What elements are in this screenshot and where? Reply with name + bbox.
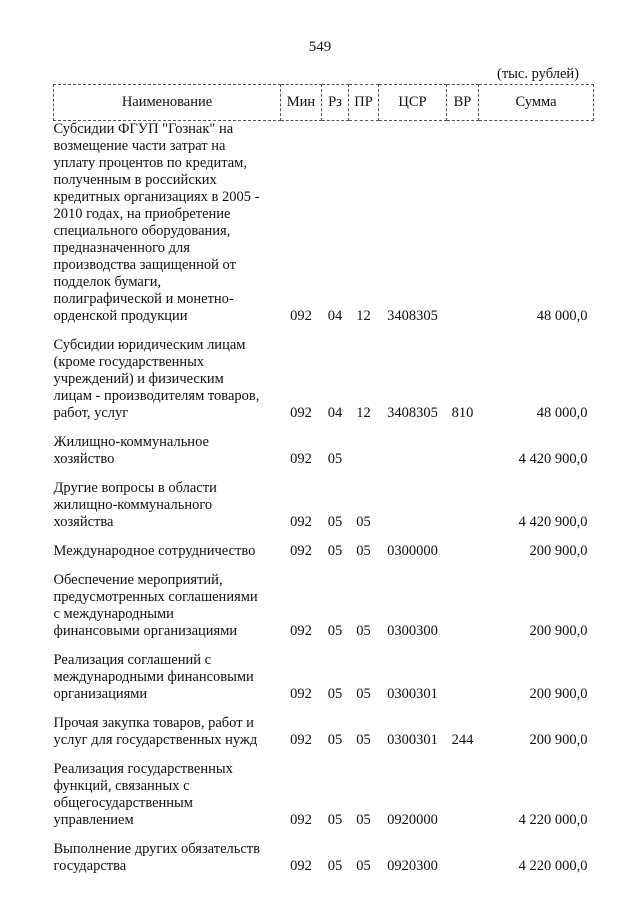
table-body <box>54 121 594 879</box>
row-name-line: кредитных организациях в 2005 - <box>53 189 260 205</box>
row-vr <box>447 761 479 832</box>
row-pr: 05 <box>356 543 371 559</box>
row-name-line: предназначенного для <box>53 240 190 256</box>
row-csr: 0920000 <box>387 812 438 828</box>
row-pr: 05 <box>356 514 371 530</box>
row-spacer <box>54 752 594 761</box>
row-sum: 48 000,0 <box>536 308 588 324</box>
row-spacer-cell <box>54 832 594 841</box>
row-spacer-cell <box>54 328 594 337</box>
row-name <box>54 572 281 643</box>
row-vr <box>447 434 479 471</box>
row-pr: 12 <box>356 308 371 324</box>
header-vr: ВР <box>447 85 479 121</box>
row-min: 092 <box>290 543 312 559</box>
row-name-line: подделок бумаги, <box>53 274 162 290</box>
row-pr: 12 <box>356 405 371 421</box>
row-csr: 0300301 <box>387 686 438 702</box>
header-sum: Сумма <box>479 85 594 121</box>
row-name-line: Выполнение других обязательств <box>53 841 260 857</box>
table-row <box>54 761 594 832</box>
row-vr <box>447 543 479 563</box>
table-row <box>54 572 594 643</box>
row-name-line: Другие вопросы в области <box>53 480 217 496</box>
row-name-line: государства <box>53 858 127 874</box>
row-vr: 810 <box>451 405 474 421</box>
row-pr: 05 <box>356 858 371 874</box>
header-name: Наименование <box>54 85 281 121</box>
row-sum: 200 900,0 <box>529 623 588 639</box>
row-name-line: международными финансовыми <box>53 669 254 685</box>
row-min: 092 <box>290 686 312 702</box>
table-row <box>54 652 594 706</box>
row-csr: 0300000 <box>387 543 438 559</box>
row-min: 092 <box>290 623 312 639</box>
row-name-line: Жилищно-коммунальное <box>53 434 209 450</box>
row-name-line: возмещение части затрат на <box>53 138 226 154</box>
row-name-line: с международными <box>53 606 174 622</box>
header-pr: ПР <box>349 85 379 121</box>
row-spacer <box>54 534 594 543</box>
row-vr <box>447 652 479 706</box>
table-row <box>54 543 594 563</box>
row-name-line: уплату процентов по кредитам, <box>53 155 247 171</box>
row-spacer-cell <box>54 471 594 480</box>
row-name-line: (кроме государственных <box>53 354 205 370</box>
row-sum: 4 420 900,0 <box>518 451 588 467</box>
row-sum: 200 900,0 <box>529 543 588 559</box>
row-name <box>54 121 281 329</box>
row-min: 092 <box>290 451 312 467</box>
row-rz: 05 <box>327 623 343 639</box>
row-name-line: лицам - производителям товаров, <box>53 388 260 404</box>
row-name <box>54 652 281 706</box>
row-spacer-cell <box>54 643 594 652</box>
row-name <box>54 434 281 471</box>
row-name-line: работ, услуг <box>53 405 129 421</box>
row-spacer-cell <box>54 752 594 761</box>
header-rz: Рз <box>322 85 349 121</box>
row-name-line: Субсидии ФГУП "Гознак" на <box>53 121 234 137</box>
row-rz: 05 <box>327 543 343 559</box>
row-pr: 05 <box>356 686 371 702</box>
row-csr: 0920300 <box>387 858 438 874</box>
row-name <box>54 761 281 832</box>
row-spacer <box>54 643 594 652</box>
row-name-line: Прочая закупка товаров, работ и <box>53 715 254 731</box>
row-name-line: управлением <box>53 812 134 828</box>
row-sum: 48 000,0 <box>536 405 588 421</box>
row-name <box>54 337 281 425</box>
row-spacer-cell <box>54 706 594 715</box>
row-rz: 05 <box>327 858 343 874</box>
row-spacer-cell <box>54 534 594 543</box>
row-vr <box>447 841 479 878</box>
row-vr <box>447 121 479 329</box>
row-pr: 05 <box>356 623 371 639</box>
row-name-line: полученным в российских <box>53 172 217 188</box>
table-row <box>54 337 594 425</box>
row-spacer <box>54 706 594 715</box>
row-name-line: предусмотренных соглашениями <box>53 589 258 605</box>
header-min: Мин <box>281 85 322 121</box>
row-name-line: Реализация соглашений с <box>53 652 212 668</box>
table-row <box>54 715 594 752</box>
row-rz: 05 <box>327 514 343 530</box>
row-sum: 4 220 000,0 <box>518 858 588 874</box>
row-name <box>54 543 281 563</box>
row-name-line: учреждений) и физическим <box>53 371 224 387</box>
row-csr <box>379 434 447 471</box>
page-number: 549 <box>308 39 332 55</box>
row-name-line: Субсидии юридическим лицам <box>53 337 246 353</box>
row-pr: 05 <box>356 812 371 828</box>
row-csr: 3408305 <box>387 308 438 324</box>
row-rz: 04 <box>327 405 343 421</box>
row-name-line: функций, связанных с <box>53 778 190 794</box>
unit-note: (тыс. рублей) <box>497 66 579 82</box>
row-name-line: услуг для государственных нужд <box>53 732 258 748</box>
row-spacer-cell <box>54 563 594 572</box>
row-sum: 4 420 900,0 <box>518 514 588 530</box>
row-rz: 04 <box>327 308 343 324</box>
row-name-line: хозяйство <box>53 451 115 467</box>
row-name-line: организациями <box>53 686 148 702</box>
row-min: 092 <box>290 812 312 828</box>
table-header-row <box>54 85 594 121</box>
row-name <box>54 715 281 752</box>
row-spacer-cell <box>54 425 594 434</box>
table-row <box>54 434 594 471</box>
header-csr: ЦСР <box>379 85 447 121</box>
row-name <box>54 841 281 878</box>
row-spacer <box>54 328 594 337</box>
row-min: 092 <box>290 308 312 324</box>
row-name-line: полиграфической и монетно- <box>53 291 234 307</box>
row-name-line: орденской продукции <box>53 308 188 324</box>
row-vr: 244 <box>451 732 474 748</box>
table-row <box>54 841 594 878</box>
row-csr <box>379 480 447 534</box>
row-min: 092 <box>290 405 312 421</box>
row-rz: 05 <box>327 451 343 467</box>
row-min: 092 <box>290 732 312 748</box>
row-rz: 05 <box>327 686 343 702</box>
row-sum: 200 900,0 <box>529 686 588 702</box>
row-sum: 200 900,0 <box>529 732 588 748</box>
row-sum: 4 220 000,0 <box>518 812 588 828</box>
row-pr <box>349 434 379 471</box>
table-row <box>54 121 594 329</box>
row-name-line: производства защищенной от <box>53 257 236 273</box>
row-name-line: 2010 годах, на приобретение <box>53 206 231 222</box>
row-spacer <box>54 425 594 434</box>
row-name-line: жилищно-коммунального <box>53 497 213 513</box>
row-min: 092 <box>290 858 312 874</box>
row-spacer <box>54 832 594 841</box>
row-vr <box>447 572 479 643</box>
row-csr: 0300301 <box>387 732 438 748</box>
row-name-line: финансовыми организациями <box>53 623 238 639</box>
row-name <box>54 480 281 534</box>
row-name-line: общегосударственным <box>53 795 193 811</box>
row-name-line: Реализация государственных <box>53 761 233 777</box>
row-spacer <box>54 471 594 480</box>
row-pr: 05 <box>356 732 371 748</box>
row-spacer <box>54 563 594 572</box>
table-row <box>54 480 594 534</box>
row-vr <box>447 480 479 534</box>
budget-table <box>53 84 594 878</box>
row-rz: 05 <box>327 812 343 828</box>
row-name-line: Международное сотрудничество <box>53 543 256 559</box>
row-name-line: специального оборудования, <box>53 223 231 239</box>
row-rz: 05 <box>327 732 343 748</box>
row-name-line: Обеспечение мероприятий, <box>53 572 223 588</box>
row-name-line: хозяйства <box>53 514 114 530</box>
row-min: 092 <box>290 514 312 530</box>
row-csr: 0300300 <box>387 623 438 639</box>
row-csr: 3408305 <box>387 405 438 421</box>
